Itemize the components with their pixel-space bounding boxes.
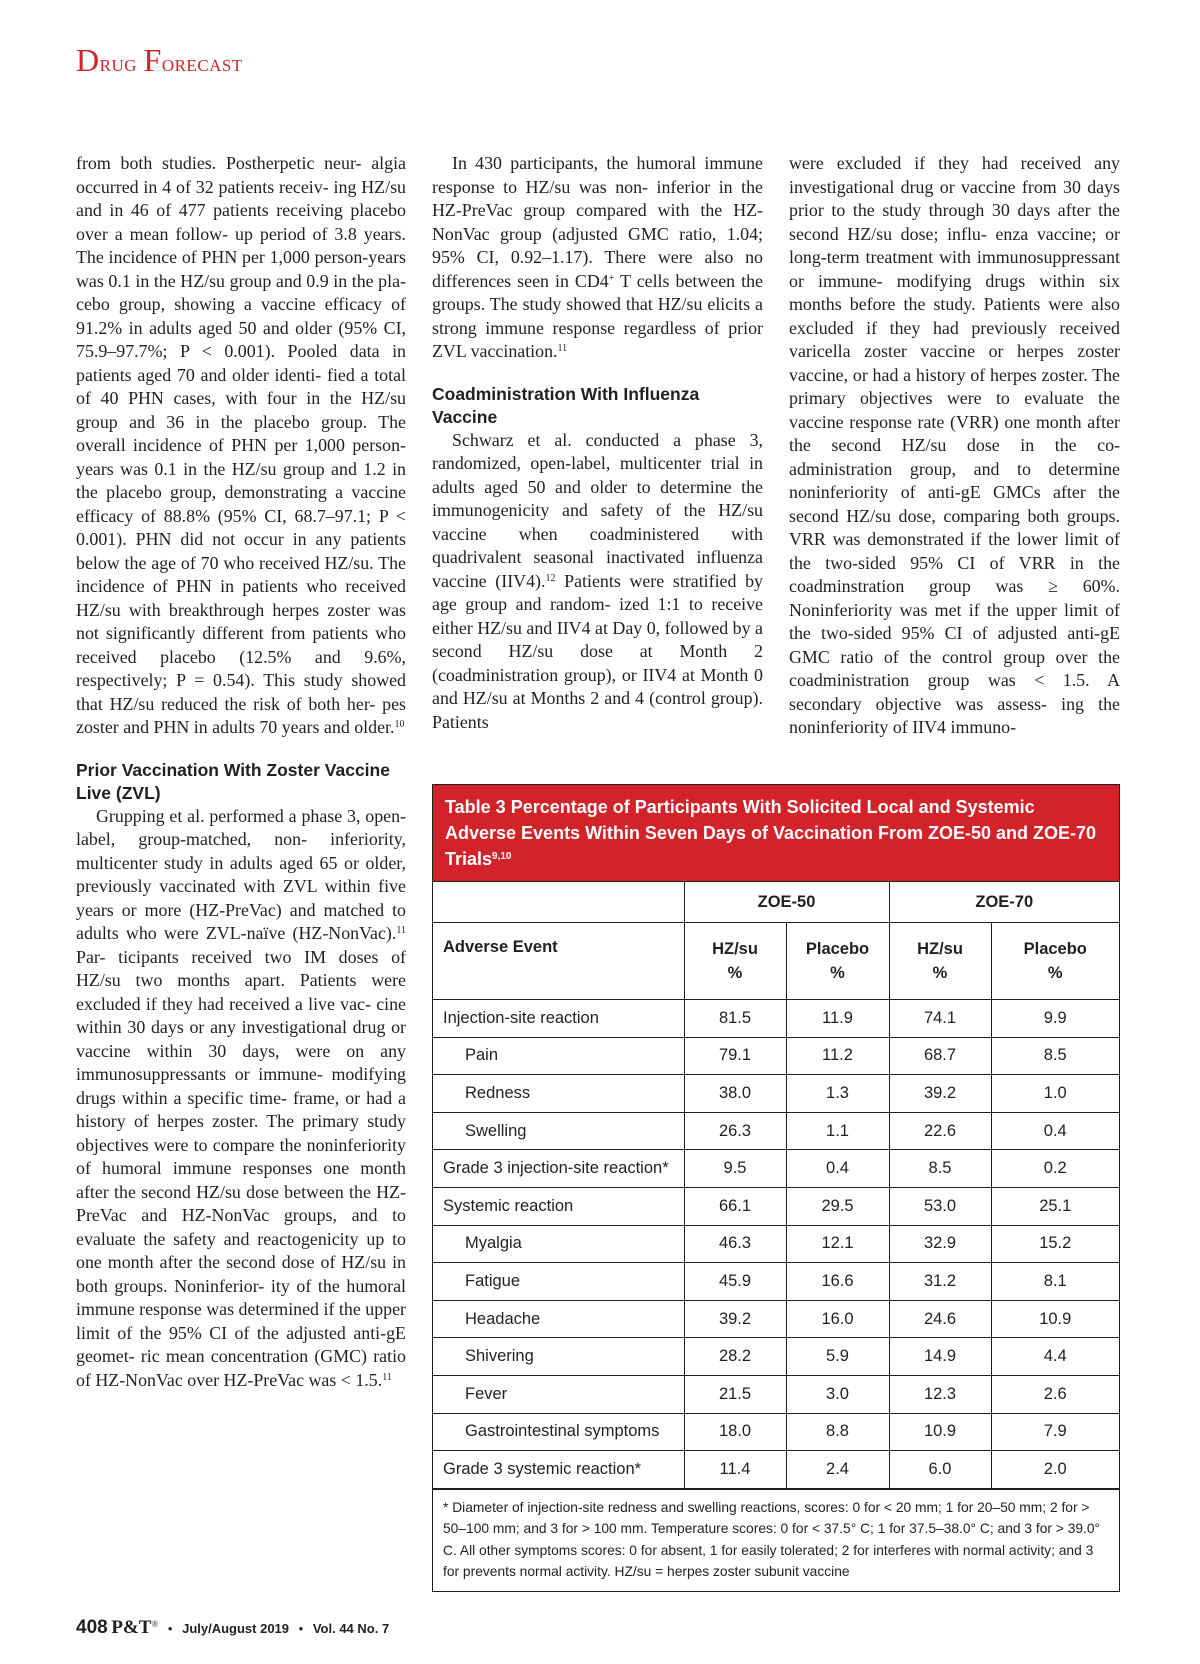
table-row [433,1375,1119,1413]
table-row [433,1150,1119,1188]
cell-value: 0.4 [786,1150,889,1188]
cell-value: 32.9 [889,1225,991,1263]
adverse-events-table [433,882,1119,1489]
cell-value: 81.5 [684,1000,786,1038]
row-label: Pain [433,1037,684,1075]
table-3 [432,784,1120,1592]
cell-value: 68.7 [889,1037,991,1075]
cell-value: 15.2 [991,1225,1119,1263]
cell-value: 1.1 [786,1112,889,1150]
cell-value: 45.9 [684,1263,786,1301]
cell-value: 53.0 [889,1187,991,1225]
page-number: 408 [76,1617,108,1638]
row-label: Swelling [433,1112,684,1150]
paragraph: Grupping et al. performed a phase 3, open-label, group-matched, non- inferiority, multicenter study in adults aged 65 or older, previously vaccinated with ZVL within five years or more (HZ-PreVac) and matched to adults who were ZVL-naïve (HZ-NonVac).$^{11}$ Par- ticipants received two IM doses of HZ/su two months apart. Patients were excluded if they had received a live vac- cine within 30 days or any investigational drug or vaccine within 30 days, were on any immunosuppressants or immune- modifying drugs within a specific time- frame, or had a history of herpes zoster. The primary study objectives were to compare the noninferiority of humoral immune responses one month after the second HZ/su dose between the HZ-PreVac and HZ-NonVac groups, and to evaluate the safety and reactogenicity up to one month after the second dose of HZ/su in both groups. Noninferior- ity of the humoral immune response was determined if the upper limit of the 95% CI of the adjusted anti-gE geomet- ric mean concentration (GMC) ratio of HZ-NonVac over HZ-PreVac was < 1.5.11 [76,805,406,1390]
cell-value: 12.3 [889,1375,991,1413]
cell-value: 38.0 [684,1075,786,1113]
column-header-placebo: Placebo % [786,923,889,1000]
table-row [433,1300,1119,1338]
cell-value: 1.0 [991,1075,1119,1113]
paragraph: were excluded if they had received any investigational drug or vaccine from 30 days prior to the study through 30 days after the second HZ/su dose; influ- enza vaccine; or long-term treatment with immunosuppressant or immune- modifying drugs within six months before the study. Patients were also excluded if they had previously received varicella zoster vaccine or herpes zoster vaccine, or had a history of herpes zoster. The primary objectives were to evaluate the vaccine response rate (VRR) one month after the second HZ/su dose in the co- administration group, and to determine noninferiority of anti-gE GMCs after the second HZ/su dose, comparing both groups. VRR was demonstrated if the lower limit of the two-sided 95% CI of VRR in the coadminstration group was ≥ 60%. Noninferiority was met if the upper limit of the two-sided 95% CI of adjusted anti-gE GMC ratio of the control group over the coadministration group was < 1.5. A secondary objective was assess- ing the noninferiority of IIV4 immuno- [789,153,1120,737]
cell-value: 12.1 [786,1225,889,1263]
row-label: Systemic reaction [433,1187,684,1225]
row-label: Grade 3 systemic reaction* [433,1451,684,1489]
row-label: Fever [433,1375,684,1413]
cell-value: 74.1 [889,1000,991,1038]
table-row [433,1413,1119,1451]
cell-value: 18.0 [684,1413,786,1451]
group-header-zoe70: ZOE-70 [889,882,1119,923]
cell-value: 2.4 [786,1451,889,1489]
text-column-1 [76,152,406,1392]
table-row [433,1037,1119,1075]
table-row [433,1187,1119,1225]
header-blank [433,882,684,923]
cell-value: 3.0 [786,1375,889,1413]
table-row [433,1075,1119,1113]
cell-value: 0.2 [991,1150,1119,1188]
cell-value: 2.6 [991,1375,1119,1413]
cell-value: 14.9 [889,1338,991,1376]
cell-value: 66.1 [684,1187,786,1225]
cell-value: 8.5 [991,1037,1119,1075]
journal-name: P&T® [111,1617,159,1638]
cell-value: 1.3 [786,1075,889,1113]
column-header-placebo: Placebo % [991,923,1119,1000]
row-label: Myalgia [433,1225,684,1263]
cell-value: 79.1 [684,1037,786,1075]
cell-value: 11.9 [786,1000,889,1038]
column-header-adverse-event: Adverse Event [433,923,684,1000]
text-column-2 [432,152,763,734]
cell-value: 11.2 [786,1037,889,1075]
cell-value: 39.2 [684,1300,786,1338]
row-label: Redness [433,1075,684,1113]
cell-value: 16.0 [786,1300,889,1338]
cell-value: 29.5 [786,1187,889,1225]
cell-value: 10.9 [991,1300,1119,1338]
cell-value: 10.9 [889,1413,991,1451]
subheading-coadministration: Coadministration With Influenza Vaccine [432,383,700,427]
cell-value: 39.2 [889,1075,991,1113]
group-header-zoe50: ZOE-50 [684,882,889,923]
cell-value: 7.9 [991,1413,1119,1451]
paragraph: from both studies. Postherpetic neur- algia occurred in 4 of 32 patients receiv- ing HZ/su and in 46 of 477 patients receiving placebo over a mean follow- up period of 3.8 years. The incidence of PHN per 1,000 person-years was 0.1 in the HZ/su group and 0.9 in the pla- cebo group, showing a vaccine efficacy of 91.2% in adults aged 50 and older (95% CI, 75.9–97.7%; P < 0.001). Pooled data in patients aged 70 and older identi- fied a total of 40 PHN cases, with four in the HZ/su group and 36 in the placebo group. The overall incidence of PHN per 1,000 person-years was 0.1 in the HZ/su group and 1.2 in the placebo group, demonstrating a vaccine efficacy of 88.8% (95% CI, 68.7–97.1; P < 0.001). PHN did not occur in any patients below the age of 70 who received HZ/su. The incidence of PHN in patients who received HZ/su with breakthrough herpes zoster was not significantly different from patients who received placebo (12.5% and 9.6%, respectively; P = 0.54). This study showed that HZ/su reduced the risk of both her- pes zoster and PHN in adults 70 years and older.$^{10}$ [76,153,406,737]
cell-value: 8.5 [889,1150,991,1188]
row-label: Fatigue [433,1263,684,1301]
table-title: Table 3 Percentage of Participants With Solicited Local and Systemic Adverse Events Within Seven Days of Vaccination From ZOE-50 and ZOE-70 Trials$^{9,10}$ [433,785,1119,882]
cell-value: 25.1 [991,1187,1119,1225]
cell-value: 5.9 [786,1338,889,1376]
paragraph: Schwarz et al. conducted a phase 3, randomized, open-label, multicenter trial in adults aged 50 and older to determine the immunogenicity and safety of the HZ/su vaccine when coadministered with quadrivalent seasonal inactivated influenza vaccine (IIV4).$^{12}$ Patients were stratified by age group and random- ized 1:1 to receive either HZ/su and IIV4 at Day 0, followed by a second HZ/su dose at Month 2 (coadministration group), or IIV4 at Month 0 and HZ/su at Months 2 and 4 (control group). Patients [432,429,763,732]
cell-value: 9.5 [684,1150,786,1188]
row-label: Shivering [433,1338,684,1376]
cell-value: 0.4 [991,1112,1119,1150]
section-header: Drug Forecast [76,42,243,78]
table-row [433,1338,1119,1376]
cell-value: 46.3 [684,1225,786,1263]
column-header-hzsu: HZ/su % [889,923,991,1000]
paragraph: In 430 participants, the humoral immune response to HZ/su was non- inferior in the HZ-PreVac group compared with the HZ-NonVac group (adjusted GMC ratio, 1.04; 95% CI, 0.92–1.17). There were also no differences seen in CD4+ T cells between the groups. The study showed that HZ/su elicits a strong immune response regardless of prior ZVL vaccination.$^{11}$ [432,153,763,361]
cell-value: 8.8 [786,1413,889,1451]
cell-value: 24.6 [889,1300,991,1338]
table-row [433,1000,1119,1038]
table-row [433,1225,1119,1263]
cell-value: 26.3 [684,1112,786,1150]
cell-value: 16.6 [786,1263,889,1301]
table-footnote: * Diameter of injection-site redness and swelling reactions, scores: 0 for < 20 mm; 1 for 20–50 mm; 2 for > 50–100 mm; and 3 for > 100 mm. Temperature scores: 0 for < 37.5° C; 1 for 37.5–38.0° C; and 3 for > 39.0° C. All other symptoms scores: 0 for absent, 1 for easily tolerated; 2 for interferes with normal activity; and 3 for prevents normal activity. HZ/su = herpes zoster subunit vaccine [433,1489,1119,1591]
row-label: Gastrointestinal symptoms [433,1413,684,1451]
cell-value: 28.2 [684,1338,786,1376]
cell-value: 4.4 [991,1338,1119,1376]
cell-value: 22.6 [889,1112,991,1150]
cell-value: 9.9 [991,1000,1119,1038]
cell-value: 6.0 [889,1451,991,1489]
subheading-prior-vaccination: Prior Vaccination With Zoster Vaccine Live (ZVL) [76,759,390,803]
row-label: Headache [433,1300,684,1338]
table-row [433,1451,1119,1489]
text-column-3 [789,152,1120,740]
cell-value: 31.2 [889,1263,991,1301]
table-row [433,1112,1119,1150]
cell-value: 8.1 [991,1263,1119,1301]
page-footer: 408 P&T® • July/August 2019 • Vol. 44 No. 7 [76,1617,390,1638]
cell-value: 2.0 [991,1451,1119,1489]
issue-date: July/August 2019 [182,1621,290,1636]
column-header-hzsu: HZ/su % [684,923,786,1000]
row-label: Grade 3 injection-site reaction* [433,1150,684,1188]
cell-value: 21.5 [684,1375,786,1413]
table-row [433,1263,1119,1301]
volume-number: Vol. 44 No. 7 [312,1621,390,1636]
cell-value: 11.4 [684,1451,786,1489]
row-label: Injection-site reaction [433,1000,684,1038]
